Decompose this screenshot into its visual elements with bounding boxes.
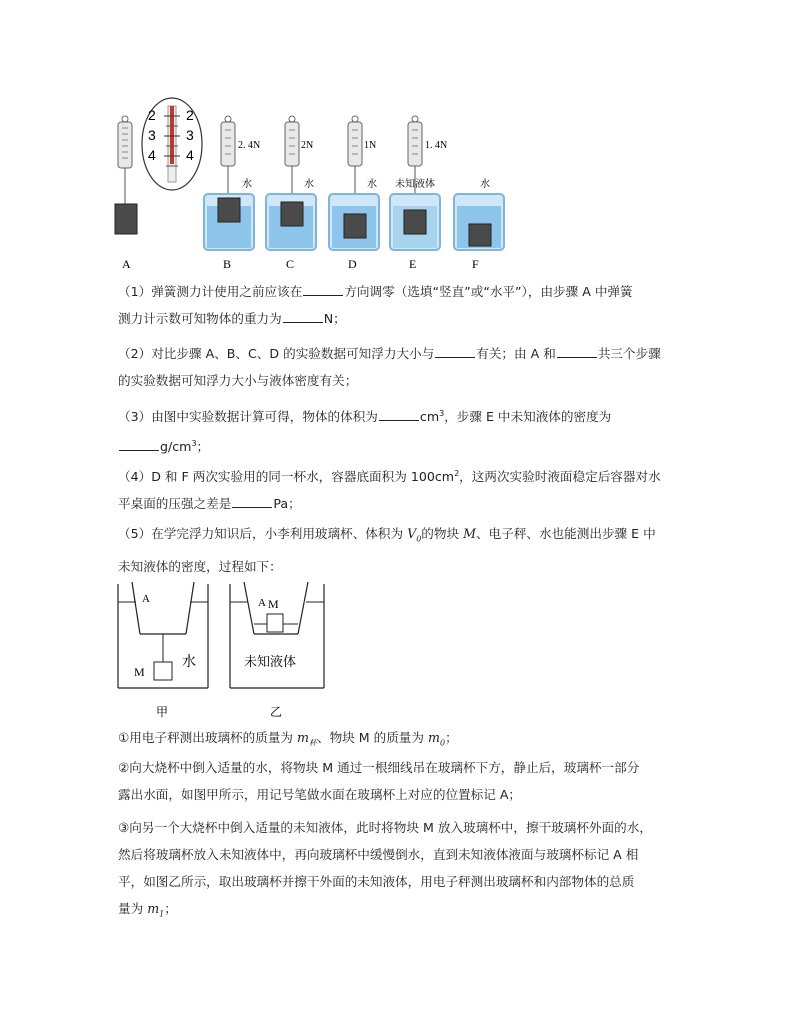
step-label-d: D xyxy=(348,257,357,271)
liquid-label-c: 水 xyxy=(304,179,314,190)
caption-jia: 甲 xyxy=(156,705,169,718)
m1-sub: 1 xyxy=(159,909,165,919)
q3-text-3: ； xyxy=(196,439,210,455)
s1-text-2: 、物块 M 的质量为 xyxy=(316,730,429,745)
q4-text: （4）D 和 F 两次实验用的同一杯水，容器底面积为 100cm xyxy=(118,469,455,485)
s3-line-4: 量为 xyxy=(118,901,148,916)
question-4 xyxy=(118,466,688,512)
zoom-left-4: 4 xyxy=(148,147,156,163)
step-a-apparatus xyxy=(115,116,137,234)
step-label-b: B xyxy=(223,257,232,271)
reading-b: 2. 4N xyxy=(238,140,261,151)
label-m-jia: M xyxy=(134,665,145,679)
q1-text: （1）弹簧测力计使用之前应该在 xyxy=(118,284,303,299)
q2-text: （2）对比步骤 A、B、C、D 的实验数据可知浮力大小与 xyxy=(118,346,435,361)
q3-unit-1: cm xyxy=(419,409,440,425)
q4-text-4: Pa； xyxy=(273,496,301,512)
label-m-yi: M xyxy=(268,597,279,611)
question-5 xyxy=(118,526,688,575)
zoom-left-3: 3 xyxy=(148,127,156,143)
q5-text: （5）在学完浮力知识后，小李利用玻璃杯、体积为 xyxy=(118,526,408,541)
zoom-right-2: 2 xyxy=(186,107,194,123)
s3-line-3: 平，如图乙所示，取出玻璃杯并擦干外面的未知液体，用电子秤测出玻璃杯和内部物体的总质 xyxy=(118,874,635,889)
q3-blank-1[interactable] xyxy=(379,409,419,421)
m0-var: m xyxy=(428,730,440,745)
step-3 xyxy=(118,820,688,923)
q1-text-4: N； xyxy=(323,311,346,326)
liquid-label-e: 未知液体 xyxy=(395,179,435,190)
question-2 xyxy=(118,346,688,389)
m-var: M xyxy=(463,526,476,541)
q3-text: （3）由图中实验数据计算可得，物体的体积为 xyxy=(118,409,378,425)
q3-sup-1: 3 xyxy=(439,409,445,418)
m-cup-sub: 杯 xyxy=(308,738,317,748)
m0-sub: 0 xyxy=(439,738,446,748)
experiment-figure-top xyxy=(108,94,518,274)
experiment-figure-bottom xyxy=(112,578,332,718)
block-a xyxy=(115,204,137,234)
caption-yi: 乙 xyxy=(270,705,283,718)
s2-line-1: ②向大烧杯中倒入适量的水，将物块 M 通过一根细线吊在玻璃杯下方，静止后，玻璃杯一部分 xyxy=(118,760,640,775)
reading-d: 1N xyxy=(364,140,377,151)
v0-sub: 0 xyxy=(416,534,422,544)
m1-var: m xyxy=(147,901,160,916)
figure-jia xyxy=(118,582,208,718)
q5-text-2: 的物块 xyxy=(421,526,464,541)
s1-text: ①用电子秤测出玻璃杯的质量为 xyxy=(118,730,298,745)
v0-var: V xyxy=(407,526,417,541)
s3-line-1: ③向另一个大烧杯中倒入适量的未知液体，此时将物块 M 放入玻璃杯中，擦干玻璃杯外面的水， xyxy=(118,820,652,835)
liquid-label-f: 水 xyxy=(480,179,490,190)
q2-blank-1[interactable] xyxy=(435,346,475,358)
question-1 xyxy=(118,284,688,327)
reading-e: 1. 4N xyxy=(425,140,448,151)
q3-sup-2: 3 xyxy=(191,439,197,449)
step-label-f: F xyxy=(472,257,479,271)
block-m-yi xyxy=(267,614,283,632)
question-3 xyxy=(118,406,688,455)
s1-end: ； xyxy=(445,730,458,745)
beaker-f xyxy=(454,194,504,250)
zoom-left-2: 2 xyxy=(148,107,156,123)
m-cup-var: m xyxy=(297,730,309,745)
q2-blank-2[interactable] xyxy=(557,346,597,358)
s2-line-2: 露出水面，如图甲所示，用记号笔做水面在玻璃杯上对应的位置标记 A； xyxy=(118,787,522,802)
step-label-a: A xyxy=(122,257,131,271)
q3-blank-2[interactable] xyxy=(119,439,159,451)
q5-text-4: 未知液体的密度，过程如下： xyxy=(118,558,282,574)
q3-unit-2: g/cm xyxy=(160,439,192,455)
q3-text-2: ，步骤 E 中未知液体的密度为 xyxy=(444,409,612,425)
label-water-jia: 水 xyxy=(182,655,196,670)
q1-blank-2[interactable] xyxy=(283,311,323,323)
zoom-right-3: 3 xyxy=(186,127,194,143)
q1-text-2: 方向调零（选填“竖直”或“水平”），由步骤 A 中弹簧 xyxy=(344,284,633,299)
liquid-label-d: 水 xyxy=(367,179,377,190)
step-label-e: E xyxy=(409,257,417,271)
q2-text-2: 有关；由 A 和 xyxy=(476,346,556,361)
zoom-scale-oval xyxy=(142,98,202,190)
s3-line-2: 然后将玻璃杯放入未知液体中，再向玻璃杯中缓慢倒水，直到未知液体液面与玻璃杯标记 A 相 xyxy=(118,847,639,862)
step-label-c: C xyxy=(286,257,295,271)
q1-blank-1[interactable] xyxy=(303,284,343,296)
liquid-label-b: 水 xyxy=(242,179,252,190)
q1-text-3: 测力计示数可知物体的重力为 xyxy=(118,311,282,326)
q2-text-3: 共三个步骤 xyxy=(597,346,661,361)
figure-yi xyxy=(230,582,324,718)
step-2 xyxy=(118,760,688,803)
zoom-right-4: 4 xyxy=(186,147,194,163)
step-1 xyxy=(118,730,688,752)
mark-a-jia: A xyxy=(142,593,150,605)
reading-c: 2N xyxy=(301,140,314,151)
q4-sup: 2 xyxy=(454,469,460,478)
q4-text-2: ，这两次实验时液面稳定后容器对水 xyxy=(459,469,661,485)
q4-text-3: 平桌面的压强之差是 xyxy=(118,496,232,512)
s3-end: ； xyxy=(164,901,177,916)
block-m-jia xyxy=(154,662,172,680)
mark-a-yi: A xyxy=(258,597,266,609)
q2-text-4: 的实验数据可知浮力大小与液体密度有关； xyxy=(118,373,358,388)
label-liquid-yi: 未知液体 xyxy=(244,654,297,669)
q5-text-3: 、电子秤、水也能测出步骤 E 中 xyxy=(476,526,656,541)
q4-blank[interactable] xyxy=(232,496,272,508)
